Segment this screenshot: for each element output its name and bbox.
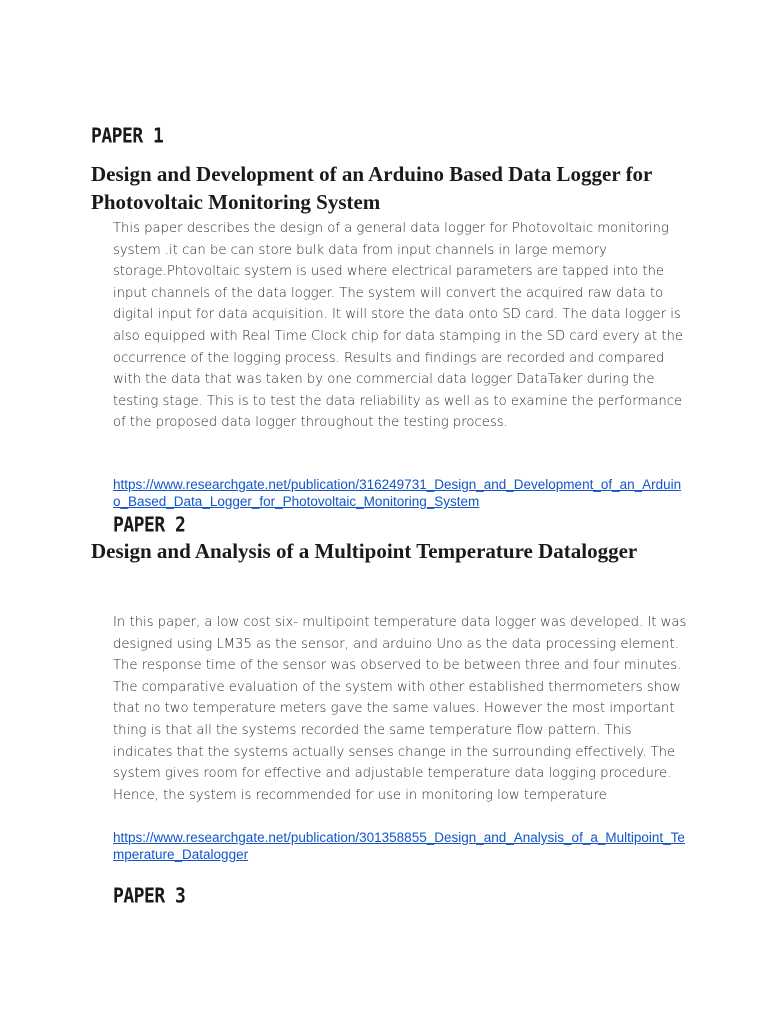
paper-1-title: Design and Development of an Arduino Based Data Logger for Photovoltaic Monitoring System (91, 162, 653, 214)
paper-2-link[interactable]: https://www.researchgate.net/publication/301358855_Design_and_Analysis_of_a_Multipoint_Temperature_Datalogger (113, 830, 685, 862)
paper-1-label: PAPER 1 (91, 124, 164, 149)
paper-2-abstract: In this paper, a low cost six- multipoint temperature data logger was developed. It was designed using LM35 as the sensor, and arduino Uno as the data processing element. The response time of the sensor was observed to be between three and four minutes. The comparative evaluation of the system with other established thermometers show that no two temperature meters gave the same values. However the most important thing is that all the systems recorded the same temperature flow pattern. This indicates that the systems actually senses change in the surrounding effectively. The system gives room for effective and adjustable temperature data logging procedure. Hence, the system is recommended for use in monitoring low temperature (113, 615, 687, 803)
paper-2-title: Design and Analysis of a Multipoint Temperature Datalogger (91, 539, 638, 563)
paper-1-abstract: This paper describes the design of a general data logger for Photovoltaic monitoring system .it can be can store bulk data from input channels in large memory storage.Phtovoltaic system is used where electrical parameters are tapped into the input channels of the data logger. The system will convert the acquired raw data to digital input for data acquisition. It will store the data onto SD card. The data logger is also equipped with Real Time Clock chip for data stamping in the SD card every at the occurrence of the logging process. Results and findings are recorded and compared with the data that was taken by one commercial data logger DataTaker during the testing stage. This is to test the data reliability as well as to examine the performance of the proposed data logger throughout the testing process. (113, 221, 683, 431)
paper-2-label: PAPER 2 (113, 513, 186, 538)
paper-1-link[interactable]: https://www.researchgate.net/publication/316249731_Design_and_Development_of_an_Arduino_Based_Data_Logger_for_Photovoltaic_Monitoring_System (113, 477, 682, 509)
paper-3-label: PAPER 3 (113, 884, 186, 909)
